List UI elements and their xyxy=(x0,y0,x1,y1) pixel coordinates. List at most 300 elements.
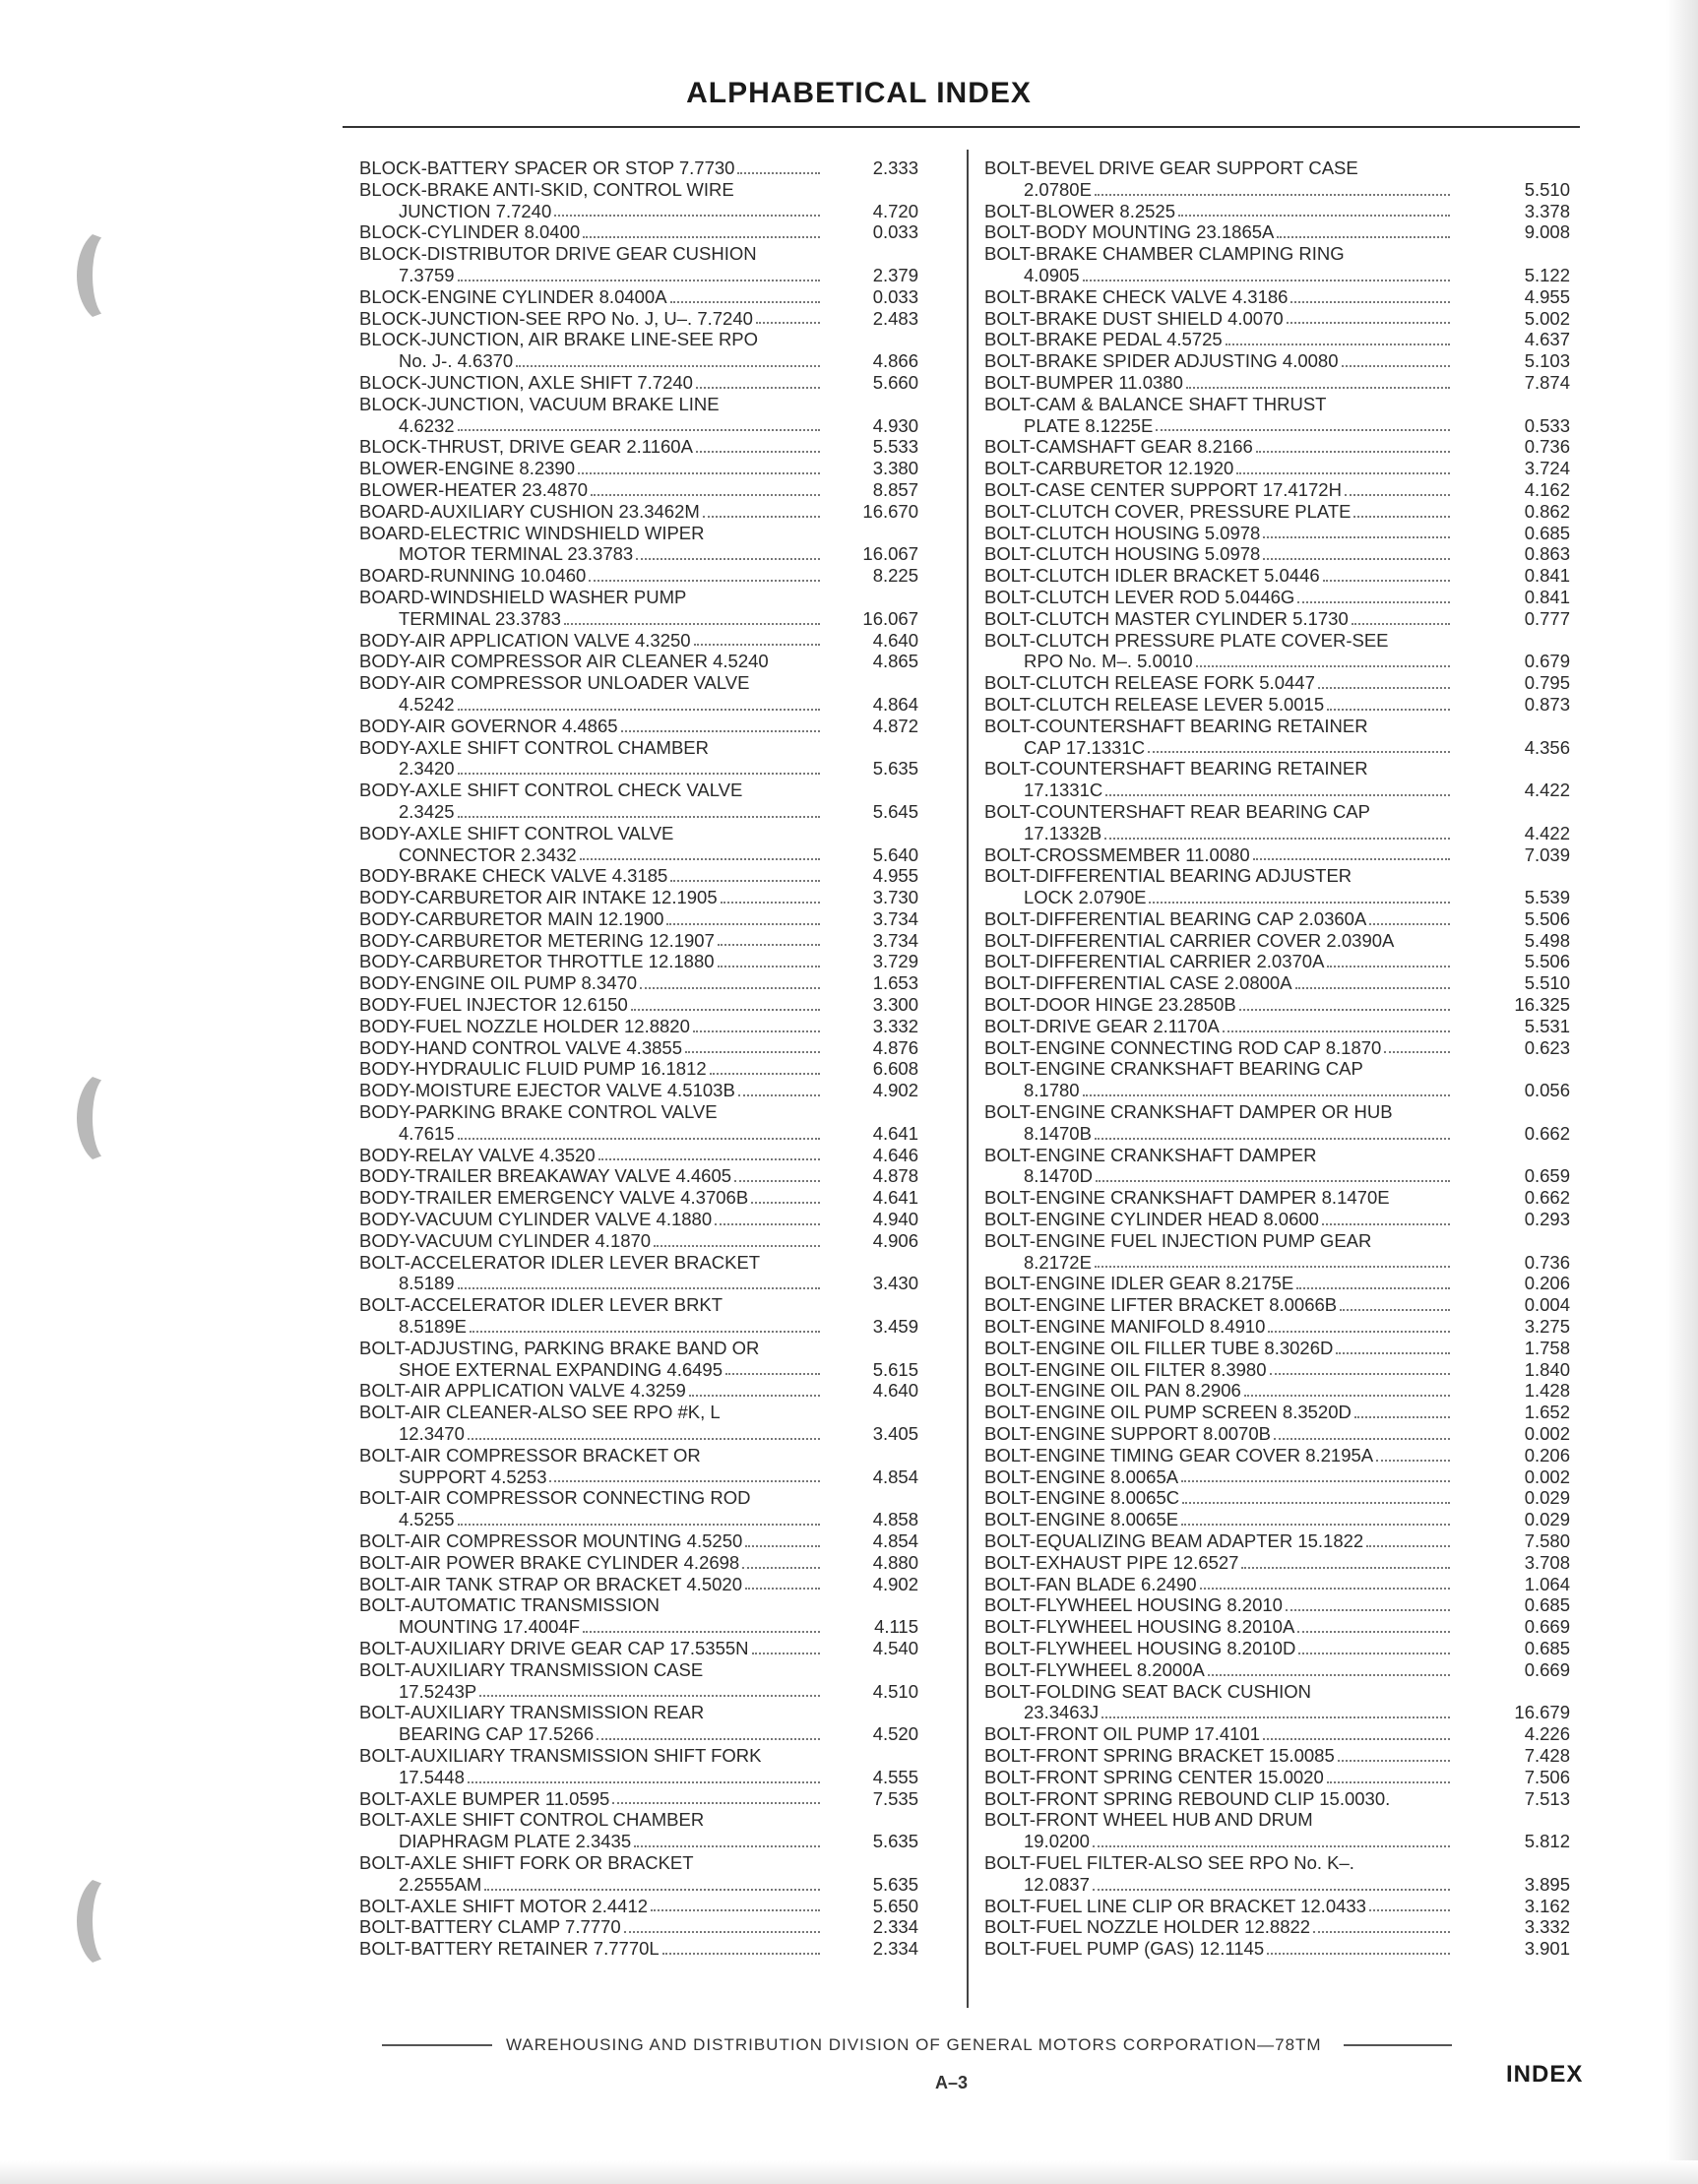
entry-description xyxy=(984,458,1452,479)
leader-dots xyxy=(1101,1716,1450,1718)
entry-page-ref: 5.531 xyxy=(1524,1015,1570,1036)
column-divider xyxy=(967,150,969,2008)
entry-page-ref: 0.685 xyxy=(1524,1594,1570,1616)
entry-text: BOLT-ACCELERATOR IDLER LEVER BRACKET xyxy=(359,1251,761,1273)
leader-dots xyxy=(1296,1287,1450,1289)
entry-text: BLOCK-BATTERY SPACER OR STOP 7.7730 xyxy=(359,157,735,178)
index-entry xyxy=(984,1252,1585,1274)
leader-dots xyxy=(742,1567,820,1569)
entry-description xyxy=(984,1702,1452,1723)
index-entry xyxy=(984,1359,1585,1381)
leader-dots xyxy=(685,1051,820,1053)
entry-text: BOLT-COUNTERSHAFT REAR BEARING CAP xyxy=(984,800,1370,822)
index-entry xyxy=(359,1402,950,1423)
entry-text: BOLT-BLOWER 8.2525 xyxy=(984,200,1175,221)
index-entry xyxy=(984,543,1585,565)
entry-text: SUPPORT 4.5253 xyxy=(399,1466,547,1487)
entry-page-ref: 4.866 xyxy=(872,350,918,372)
entry-page-ref: 5.510 xyxy=(1524,972,1570,994)
entry-text: BODY-AXLE SHIFT CONTROL VALVE xyxy=(359,822,674,843)
entry-text: BOLT-FRONT SPRING BRACKET 15.0085 xyxy=(984,1744,1335,1766)
leader-dots xyxy=(458,709,820,711)
entry-description xyxy=(359,1745,822,1767)
leader-dots xyxy=(591,494,820,496)
index-entry xyxy=(359,1681,950,1703)
index-entry xyxy=(359,1380,950,1402)
index-entry xyxy=(359,1723,950,1745)
entry-description xyxy=(359,201,822,222)
entry-description xyxy=(359,1252,822,1274)
leader-dots xyxy=(1105,794,1450,796)
entry-description xyxy=(359,350,822,372)
entry-description xyxy=(984,1831,1452,1852)
index-entry xyxy=(359,951,950,972)
entry-description xyxy=(984,608,1452,630)
entry-text: 4.6232 xyxy=(399,414,455,436)
leader-dots xyxy=(737,172,820,174)
leader-dots xyxy=(1322,1223,1450,1225)
entry-page-ref: 2.334 xyxy=(872,1916,918,1938)
entry-text: MOTOR TERMINAL 23.3783 xyxy=(399,543,634,565)
index-entry xyxy=(359,1852,950,1874)
index-entry xyxy=(359,329,950,350)
entry-description xyxy=(359,1187,822,1209)
leader-dots xyxy=(458,1138,820,1140)
entry-text: BODY-RELAY VALVE 4.3520 xyxy=(359,1144,596,1165)
leader-dots xyxy=(703,516,820,518)
index-entry xyxy=(984,1187,1585,1209)
leader-dots xyxy=(468,1781,820,1783)
entry-description xyxy=(984,1852,1452,1874)
index-entry xyxy=(359,930,950,952)
leader-dots xyxy=(1178,215,1450,217)
entry-text: BOLT-AXLE SHIFT FORK OR BRACKET xyxy=(359,1851,694,1873)
index-entry xyxy=(984,1037,1585,1059)
index-entry xyxy=(359,1445,950,1466)
leader-dots xyxy=(1226,343,1450,345)
index-entry xyxy=(984,1016,1585,1037)
entry-description xyxy=(984,780,1452,801)
entry-description xyxy=(984,415,1452,437)
index-entry xyxy=(359,1938,950,1960)
index-entry xyxy=(359,1123,950,1145)
entry-description xyxy=(984,286,1452,308)
entry-description xyxy=(359,1123,822,1145)
entry-description xyxy=(984,951,1452,972)
entry-text: BLOCK-THRUST, DRIVE GEAR 2.1160A xyxy=(359,436,693,458)
leader-dots xyxy=(634,1845,820,1847)
entry-description xyxy=(984,501,1452,523)
entry-text: BODY-AXLE SHIFT CONTROL CHECK VALVE xyxy=(359,780,743,801)
leader-dots xyxy=(1318,687,1450,689)
entry-text: BOLT-ENGINE LIFTER BRACKET 8.0066B xyxy=(984,1294,1338,1316)
entry-description xyxy=(359,565,822,587)
entry-description xyxy=(359,1058,822,1080)
entry-page-ref: 5.812 xyxy=(1524,1831,1570,1852)
entry-text: BOLT-DIFFERENTIAL CARRIER 2.0370A xyxy=(984,951,1325,972)
footer-rule-right xyxy=(1344,2044,1452,2046)
entry-description xyxy=(984,1616,1452,1638)
entry-page-ref: 4.854 xyxy=(872,1530,918,1551)
index-entry xyxy=(359,1294,950,1316)
entry-text: 17.1331C xyxy=(1024,780,1103,801)
leader-dots xyxy=(745,1588,820,1590)
entry-description xyxy=(984,372,1452,394)
entry-description xyxy=(359,1509,822,1530)
index-entry xyxy=(359,737,950,759)
entry-description xyxy=(359,930,822,952)
entry-description xyxy=(359,1101,822,1123)
index-entry xyxy=(359,1016,950,1037)
leader-dots xyxy=(738,1094,820,1096)
leader-dots xyxy=(1256,451,1450,453)
entry-page-ref: 3.459 xyxy=(872,1316,918,1338)
entry-text: BOLT-BATTERY CLAMP 7.7770 xyxy=(359,1916,621,1938)
entry-description xyxy=(359,780,822,801)
entry-page-ref: 16.670 xyxy=(862,500,918,522)
entry-description xyxy=(359,415,822,437)
entry-description xyxy=(984,479,1452,501)
index-entry xyxy=(984,887,1585,908)
entry-text: BODY-AIR COMPRESSOR UNLOADER VALVE xyxy=(359,672,750,694)
entry-description xyxy=(984,587,1452,608)
entry-page-ref: 5.645 xyxy=(872,800,918,822)
entry-page-ref: 5.533 xyxy=(872,436,918,458)
leader-dots xyxy=(458,773,820,775)
index-entry xyxy=(359,1338,950,1359)
entry-description xyxy=(984,1338,1452,1359)
entry-text: BOLT-FUEL LINE CLIP OR BRACKET 12.0433 xyxy=(984,1895,1366,1916)
entry-description xyxy=(359,1916,822,1938)
entry-page-ref: 5.506 xyxy=(1524,951,1570,972)
index-entry xyxy=(984,1445,1585,1466)
entry-page-ref: 4.115 xyxy=(874,1616,918,1638)
index-entry xyxy=(984,308,1585,330)
entry-page-ref: 3.380 xyxy=(872,458,918,479)
index-entry xyxy=(359,479,950,501)
entry-page-ref: 0.659 xyxy=(1524,1165,1570,1187)
entry-description xyxy=(984,1659,1452,1681)
leader-dots xyxy=(734,1180,820,1182)
index-entry xyxy=(359,1638,950,1659)
entry-text: BLOCK-JUNCTION-SEE RPO No. J, U–. 7.7240 xyxy=(359,307,753,329)
index-entry xyxy=(984,1230,1585,1252)
index-entry xyxy=(359,286,950,308)
leader-dots xyxy=(1270,1373,1450,1375)
entry-text: BOLT-AXLE SHIFT MOTOR 2.4412 xyxy=(359,1895,649,1916)
entry-text: BOLT-CLUTCH HOUSING 5.0978 xyxy=(984,543,1261,565)
leader-dots xyxy=(1093,1889,1450,1891)
index-entry xyxy=(984,415,1585,437)
entry-page-ref: 0.623 xyxy=(1524,1036,1570,1058)
entry-text: BODY-TRAILER EMERGENCY VALVE 4.3706B xyxy=(359,1187,749,1209)
leader-dots xyxy=(666,923,820,925)
leader-dots xyxy=(1274,1438,1450,1440)
entry-page-ref: 4.955 xyxy=(1524,285,1570,307)
entry-page-ref: 3.730 xyxy=(872,887,918,908)
entry-description xyxy=(984,1552,1452,1574)
entry-description xyxy=(359,1616,822,1638)
leader-dots xyxy=(696,387,820,389)
entry-description xyxy=(359,479,822,501)
leader-dots xyxy=(662,1953,820,1955)
entry-text: MOUNTING 17.4004F xyxy=(399,1616,581,1638)
entry-description xyxy=(359,543,822,565)
index-entry xyxy=(359,801,950,823)
leader-dots xyxy=(1297,1631,1450,1633)
entry-page-ref: 0.669 xyxy=(1524,1616,1570,1638)
entry-text: BOLT-ENGINE OIL FILTER 8.3980 xyxy=(984,1358,1267,1380)
entry-description xyxy=(984,716,1452,737)
entry-text: BODY-HYDRAULIC FLUID PUMP 16.1812 xyxy=(359,1058,707,1080)
entry-description xyxy=(984,737,1452,759)
entry-text: BOLT-FUEL PUMP (GAS) 12.1145 xyxy=(984,1938,1265,1960)
entry-text: BOLT-CLUTCH PRESSURE PLATE COVER-SEE xyxy=(984,629,1389,651)
index-entry xyxy=(984,823,1585,844)
index-entry xyxy=(359,565,950,587)
index-entry xyxy=(359,1659,950,1681)
index-entry xyxy=(359,1230,950,1252)
entry-description xyxy=(359,1723,822,1745)
index-entry xyxy=(359,608,950,630)
entry-description xyxy=(359,1209,822,1230)
entry-page-ref: 5.539 xyxy=(1524,887,1570,908)
entry-description xyxy=(359,994,822,1016)
entry-text: BOLT-BUMPER 11.0380 xyxy=(984,371,1183,393)
entry-description xyxy=(984,930,1452,952)
entry-text: BOLT-AXLE BUMPER 11.0595 xyxy=(359,1787,610,1809)
leader-dots xyxy=(516,365,820,367)
entry-description xyxy=(359,1294,822,1316)
index-entry xyxy=(359,1145,950,1166)
entry-page-ref: 4.940 xyxy=(872,1209,918,1230)
index-entry xyxy=(359,543,950,565)
entry-text: 8.1470B xyxy=(1024,1122,1092,1144)
leader-dots xyxy=(458,280,820,281)
entry-description xyxy=(359,221,822,243)
entry-text: 17.5448 xyxy=(399,1766,465,1787)
entry-page-ref: 0.033 xyxy=(872,285,918,307)
entry-text: 4.5255 xyxy=(399,1509,455,1530)
entry-page-ref: 4.876 xyxy=(872,1036,918,1058)
entry-description xyxy=(359,1552,822,1574)
entry-text: 8.2172E xyxy=(1024,1251,1092,1273)
index-entry xyxy=(359,780,950,801)
leader-dots xyxy=(718,944,820,946)
entry-text: BOLT-CLUTCH RELEASE LEVER 5.0015 xyxy=(984,693,1325,715)
entry-text: BOLT-EXHAUST PIPE 12.6527 xyxy=(984,1551,1239,1573)
entry-text: BODY-MOISTURE EJECTOR VALVE 4.5103B xyxy=(359,1080,735,1101)
entry-description xyxy=(359,436,822,458)
index-entry xyxy=(359,1745,950,1767)
index-entry xyxy=(359,908,950,930)
entry-text: BODY-CARBURETOR MAIN 12.1900 xyxy=(359,907,664,929)
page-title: ALPHABETICAL INDEX xyxy=(686,77,1032,109)
entry-text: 8.5189E xyxy=(399,1316,467,1338)
index-entry xyxy=(359,243,950,265)
entry-page-ref: 0.206 xyxy=(1524,1273,1570,1294)
entry-description xyxy=(359,1080,822,1101)
leader-dots xyxy=(1267,1953,1450,1955)
index-entry xyxy=(984,1852,1585,1874)
leader-dots xyxy=(458,816,820,818)
entry-text: BOLT-DIFFERENTIAL BEARING ADJUSTER xyxy=(984,865,1352,887)
leader-dots xyxy=(1200,1588,1450,1590)
entry-description xyxy=(359,1852,822,1874)
entry-description xyxy=(984,265,1452,286)
index-entry xyxy=(984,394,1585,415)
entry-page-ref: 4.540 xyxy=(872,1637,918,1658)
entry-page-ref: 5.635 xyxy=(872,1831,918,1852)
leader-dots xyxy=(1148,751,1450,753)
index-entry xyxy=(359,1058,950,1080)
entry-description xyxy=(359,243,822,265)
entry-description xyxy=(984,157,1452,179)
index-entry xyxy=(359,1209,950,1230)
index-entry xyxy=(984,1145,1585,1166)
index-entry xyxy=(984,265,1585,286)
entry-description xyxy=(359,1874,822,1896)
leader-dots xyxy=(1095,194,1450,196)
index-entry xyxy=(359,1080,950,1101)
entry-page-ref: 4.422 xyxy=(1524,780,1570,801)
entry-page-ref: 7.535 xyxy=(872,1787,918,1809)
entry-description xyxy=(359,865,822,887)
index-entry xyxy=(984,951,1585,972)
leader-dots xyxy=(1223,1030,1450,1032)
entry-text: BLOWER-ENGINE 8.2390 xyxy=(359,458,575,479)
index-entry xyxy=(984,1209,1585,1230)
index-entry xyxy=(984,1316,1585,1338)
entry-page-ref: 5.498 xyxy=(1524,929,1570,951)
leader-dots xyxy=(1313,1931,1450,1933)
entry-page-ref: 16.067 xyxy=(862,607,918,629)
entry-page-ref: 16.067 xyxy=(862,543,918,565)
index-entry xyxy=(984,329,1585,350)
entry-description xyxy=(984,394,1452,415)
index-entry xyxy=(359,1788,950,1810)
leader-dots xyxy=(1186,387,1450,389)
entry-page-ref: 0.841 xyxy=(1524,565,1570,587)
entry-description xyxy=(984,350,1452,372)
index-entry xyxy=(984,1723,1585,1745)
entry-description xyxy=(984,865,1452,887)
entry-text: BOLT-DIFFERENTIAL CARRIER COVER 2.0390A xyxy=(984,929,1395,951)
index-entry xyxy=(984,1552,1585,1574)
entry-page-ref: 3.901 xyxy=(1524,1938,1570,1960)
entry-text: BOLT-ENGINE OIL PAN 8.2906 xyxy=(984,1380,1241,1402)
leader-dots xyxy=(1196,665,1450,667)
entry-text: BOLT-ACCELERATOR IDLER LEVER BRKT xyxy=(359,1294,723,1316)
index-entry xyxy=(359,1165,950,1187)
entry-text: BOLT-BRAKE CHECK VALVE 4.3186 xyxy=(984,285,1289,307)
entry-text: BOLT-ENGINE CYLINDER HEAD 8.0600 xyxy=(984,1209,1319,1230)
entry-text: BLOCK-ENGINE CYLINDER 8.0400A xyxy=(359,285,667,307)
leader-dots xyxy=(1290,301,1450,303)
title-rule xyxy=(343,126,1580,128)
entry-page-ref: 2.333 xyxy=(872,157,918,178)
entry-page-ref: 5.122 xyxy=(1524,264,1570,285)
index-entry xyxy=(984,1594,1585,1616)
leader-dots xyxy=(721,902,820,904)
leader-dots xyxy=(479,1695,820,1697)
entry-text: BOLT-AIR COMPRESSOR CONNECTING ROD xyxy=(359,1487,751,1509)
leader-dots xyxy=(631,1009,820,1011)
entry-page-ref: 5.660 xyxy=(872,371,918,393)
leader-dots xyxy=(458,1524,820,1526)
entry-page-ref: 5.510 xyxy=(1524,178,1570,200)
index-entry xyxy=(359,308,950,330)
leader-dots xyxy=(1181,1524,1450,1526)
entry-description xyxy=(359,694,822,716)
index-entry xyxy=(984,908,1585,930)
entry-description xyxy=(359,672,822,694)
entry-text: BOLT-BRAKE DUST SHIELD 4.0070 xyxy=(984,307,1284,329)
entry-text: BOLT-BATTERY RETAINER 7.7770L xyxy=(359,1938,660,1960)
entry-description xyxy=(359,1767,822,1788)
entry-description xyxy=(359,1380,822,1402)
index-entry xyxy=(984,1101,1585,1123)
entry-description xyxy=(359,630,822,652)
index-entry xyxy=(984,1123,1585,1145)
index-entry xyxy=(984,694,1585,716)
index-entry xyxy=(984,458,1585,479)
entry-text: BOLT-AIR APPLICATION VALVE 4.3259 xyxy=(359,1380,686,1402)
entry-description xyxy=(359,587,822,608)
index-entry xyxy=(984,350,1585,372)
entry-page-ref: 4.226 xyxy=(1524,1723,1570,1745)
entry-text: BOLT-CASE CENTER SUPPORT 17.4172H xyxy=(984,478,1342,500)
entry-page-ref: 0.736 xyxy=(1524,1251,1570,1273)
index-entry xyxy=(359,1552,950,1574)
entry-page-ref: 4.422 xyxy=(1524,822,1570,843)
entry-page-ref: 0.002 xyxy=(1524,1423,1570,1445)
entry-description xyxy=(984,1745,1452,1767)
entry-text: BOLT-FUEL NOZZLE HOLDER 12.8822 xyxy=(984,1916,1311,1938)
entry-description xyxy=(984,908,1452,930)
entry-description xyxy=(984,651,1452,672)
entry-page-ref: 3.734 xyxy=(872,907,918,929)
index-entry xyxy=(984,1058,1585,1080)
entry-page-ref: 4.162 xyxy=(1524,478,1570,500)
entry-text: BOLT-BODY MOUNTING 23.1865A xyxy=(984,221,1275,243)
leader-dots xyxy=(1096,1180,1450,1182)
leader-dots xyxy=(1104,838,1450,840)
entry-description xyxy=(984,1316,1452,1338)
entry-page-ref: 2.334 xyxy=(872,1938,918,1960)
entry-text: BOLT-ENGINE CRANKSHAFT BEARING CAP xyxy=(984,1058,1363,1080)
entry-description xyxy=(984,179,1452,201)
entry-page-ref: 5.650 xyxy=(872,1895,918,1916)
entry-text: 4.7615 xyxy=(399,1122,455,1144)
entry-description xyxy=(359,1681,822,1703)
scan-edge-shadow xyxy=(1667,0,1698,2184)
entry-page-ref: 3.430 xyxy=(872,1273,918,1294)
entry-page-ref: 0.679 xyxy=(1524,651,1570,672)
index-entry xyxy=(984,1681,1585,1703)
footer-text: WAREHOUSING AND DISTRIBUTION DIVISION OF GENERAL MOTORS CORPORATION—78TM xyxy=(506,2035,1322,2054)
index-entry xyxy=(984,1938,1585,1960)
entry-description xyxy=(359,394,822,415)
entry-description xyxy=(359,737,822,759)
leader-dots xyxy=(468,1438,820,1440)
entry-text: BOLT-ENGINE 8.0065A xyxy=(984,1466,1179,1487)
entry-text: BOLT-CLUTCH HOUSING 5.0978 xyxy=(984,522,1261,543)
entry-page-ref: 0.206 xyxy=(1524,1444,1570,1466)
entry-page-ref: 7.513 xyxy=(1524,1787,1570,1809)
entry-text: BODY-CARBURETOR METERING 12.1907 xyxy=(359,929,715,951)
index-entry xyxy=(359,1594,950,1616)
